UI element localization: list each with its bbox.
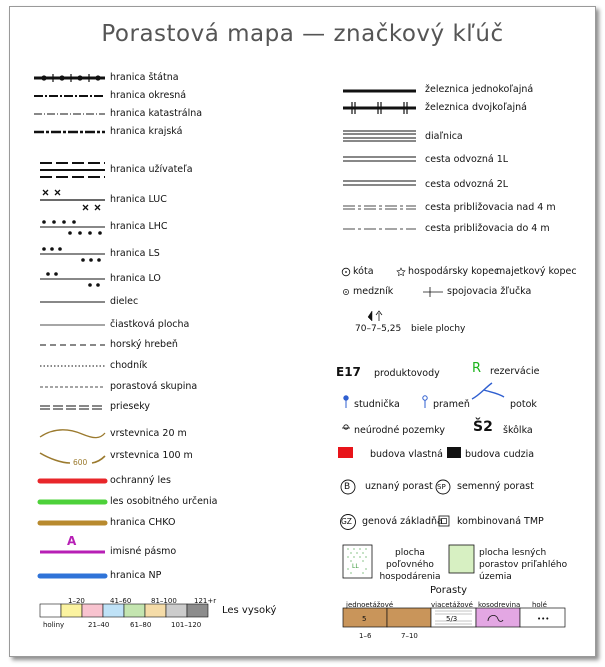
symbol-vrstevnica-20	[40, 430, 105, 438]
label-zeleznica-jednokolajna: železnica jednokoľajná	[425, 84, 534, 95]
neurodne-icon	[342, 425, 350, 429]
pramen-icon	[423, 396, 427, 408]
porasty-cell-3: 5/3	[446, 615, 458, 623]
symbol-hranica-statna	[34, 74, 105, 82]
label-cesta-priblizovacia-nad-4m: cesta približovacia nad 4 m	[425, 202, 556, 213]
label-kombinovana-tmp: kombinovaná TMP	[457, 516, 544, 527]
label-hranica-katastralna: hranica katastrálna	[110, 108, 203, 119]
porasty-header-2: viacetážové	[431, 601, 473, 609]
legend-frame	[9, 6, 596, 657]
symbol-cesta-priblizovacia-nad-4m	[343, 206, 416, 209]
imisne-marker: A	[67, 534, 77, 548]
lv-bottom-label-2: 21–40	[88, 621, 110, 629]
label-porastova-skupina: porastová skupina	[110, 381, 198, 392]
label-potok: potok	[510, 399, 537, 410]
label-genova-zakladna: genová základňa	[362, 516, 443, 527]
label-spojovacia: spojovacia žľučka	[447, 286, 532, 297]
porasty-cell-5: •••	[537, 615, 550, 623]
uznany-marker: B	[344, 482, 351, 492]
plocha-lesnych-icon	[449, 545, 474, 573]
porasty-header-3: kosodrevina	[478, 601, 521, 609]
lv-bottom-label-3: 61–80	[130, 621, 152, 629]
budova-vlastna-icon	[338, 447, 353, 458]
label-vrstevnica-20: vrstevnica 20 m	[110, 428, 187, 439]
symbol-cesta-odvozna-1l	[343, 157, 416, 161]
label-hranica-okresna: hranica okresná	[110, 90, 187, 101]
e17-marker: E17	[336, 365, 361, 379]
lv-top-label-4: 121+r	[194, 597, 217, 605]
lv-bottom-label-1: holiny	[43, 621, 65, 629]
porasty-bottom-label-2: 7–10	[401, 632, 418, 640]
label-zeleznica-dvojkolajna: železnica dvojkoľajná	[425, 102, 527, 113]
label-cesta-odvozna-2l: cesta odvozná 2L	[425, 179, 509, 190]
label-hranica-ls: hranica LS	[110, 248, 160, 259]
contour-value-label: 600	[73, 458, 88, 467]
label-les-osobitneho-urcenia: les osobitného určenia	[110, 496, 218, 507]
symbol-dialnica	[343, 131, 416, 141]
spojovacia-icon	[423, 287, 443, 297]
label-skolka: škôlka	[503, 425, 533, 436]
label-imisne-pasmo: imisné pásmo	[110, 546, 177, 557]
symbol-hranica-lo	[40, 272, 105, 287]
studnicka-icon	[344, 396, 348, 408]
semenny-marker: SP	[437, 483, 446, 491]
label-hospodarsky-kopec: hospodársky kopec	[408, 266, 500, 277]
label-pramen: prameň	[433, 399, 470, 410]
label-hranica-chko: hranica CHKO	[110, 517, 176, 528]
label-horsky-hreben: horský hrebeň	[110, 339, 178, 350]
label-ciastkova-plocha: čiastková plocha	[110, 319, 190, 330]
symbol-cesta-odvozna-2l	[343, 181, 416, 185]
porasty-cell-1: 5	[362, 615, 367, 623]
label-ochranny-les: ochranný les	[110, 475, 171, 486]
label-uznany-porast: uznaný porast	[365, 481, 433, 492]
label-chodnik: chodník	[110, 360, 148, 371]
label-budova-vlastna: budova vlastná	[370, 449, 443, 460]
potok-icon	[472, 383, 504, 399]
label-plocha-polovneho: plocha poľovného hospodárenia	[379, 548, 441, 582]
label-semenny-porast: semenný porast	[457, 481, 534, 492]
label-hranica-lo: hranica LO	[110, 273, 161, 284]
label-produktovody: produktovody	[374, 368, 440, 379]
rezervacie-marker: R	[472, 361, 482, 376]
porasty-header-4: holé	[532, 601, 547, 609]
lv-top-label-3: 81–100	[151, 597, 177, 605]
label-hranica-lhc: hranica LHC	[110, 221, 168, 232]
label-hranica-statna: hranica štátna	[110, 72, 179, 83]
kota-icon	[342, 268, 350, 276]
label-hranica-luc: hranica LUC	[110, 194, 167, 205]
porasty-header-1: jednoetážové	[346, 601, 394, 609]
budova-cudzia-icon	[447, 447, 461, 458]
label-biele-plochy-code: 70–7–5,25	[355, 324, 402, 334]
label-hranica-np: hranica NP	[110, 570, 162, 581]
label-kota: kóta	[353, 266, 374, 277]
symbol-hranica-lhc	[40, 220, 105, 235]
symbol-hranica-ls	[40, 247, 105, 262]
plocha-polovneho-marker: LL	[352, 563, 359, 570]
porasty-title: Porasty	[430, 585, 468, 596]
les-vysoky-label: Les vysoký	[222, 605, 277, 616]
porasty-bottom-label-1: 1–6	[359, 632, 372, 640]
label-vrstevnica-100: vrstevnica 100 m	[110, 450, 193, 461]
page-title: Porastová mapa — značkový kľúč	[101, 21, 504, 47]
label-medznik: medzník	[353, 286, 394, 297]
les-vysoky-swatch	[40, 604, 61, 617]
label-cesta-odvozna-1l: cesta odvozná 1L	[425, 154, 509, 165]
star-icon	[397, 268, 405, 276]
label-studnicka: studnička	[354, 399, 400, 410]
label-biele-plochy: biele plochy	[411, 324, 466, 334]
skolka-marker: Š2	[473, 419, 493, 435]
symbol-prieseky	[40, 406, 105, 409]
label-dielec: dielec	[110, 296, 139, 307]
label-majetkovy-kopec: majetkový kopec	[496, 266, 577, 277]
label-hranica-uzivatela: hranica užívateľa	[110, 164, 193, 175]
label-prieseky: prieseky	[110, 401, 150, 412]
label-cesta-priblizovacia-do-4m: cesta približovacia do 4 m	[425, 223, 550, 234]
biele-plochy-icon	[368, 311, 382, 321]
label-neurodne-pozemky: neúrodné pozemky	[354, 425, 446, 436]
medznik-icon	[343, 289, 348, 294]
lv-top-label-1: 1–20	[68, 597, 85, 605]
genova-marker: GZ	[341, 517, 352, 526]
lv-top-label-2: 41–60	[110, 597, 132, 605]
symbol-hranica-luc	[40, 190, 105, 210]
label-plocha-lesnych: plocha lesných porastov priľahlého územia	[479, 548, 568, 582]
label-rezervacie: rezervácie	[490, 366, 540, 377]
les-vysoky-swatch	[82, 604, 103, 617]
label-dialnica: diaľnica	[425, 131, 463, 142]
label-budova-cudzia: budova cudzia	[465, 449, 535, 460]
symbol-hranica-uzivatela	[40, 163, 105, 177]
lv-bottom-label-4: 101–120	[171, 621, 202, 629]
label-hranica-krajska: hranica krajská	[110, 126, 183, 137]
symbol-zeleznica-dvojkolajna	[343, 102, 416, 114]
